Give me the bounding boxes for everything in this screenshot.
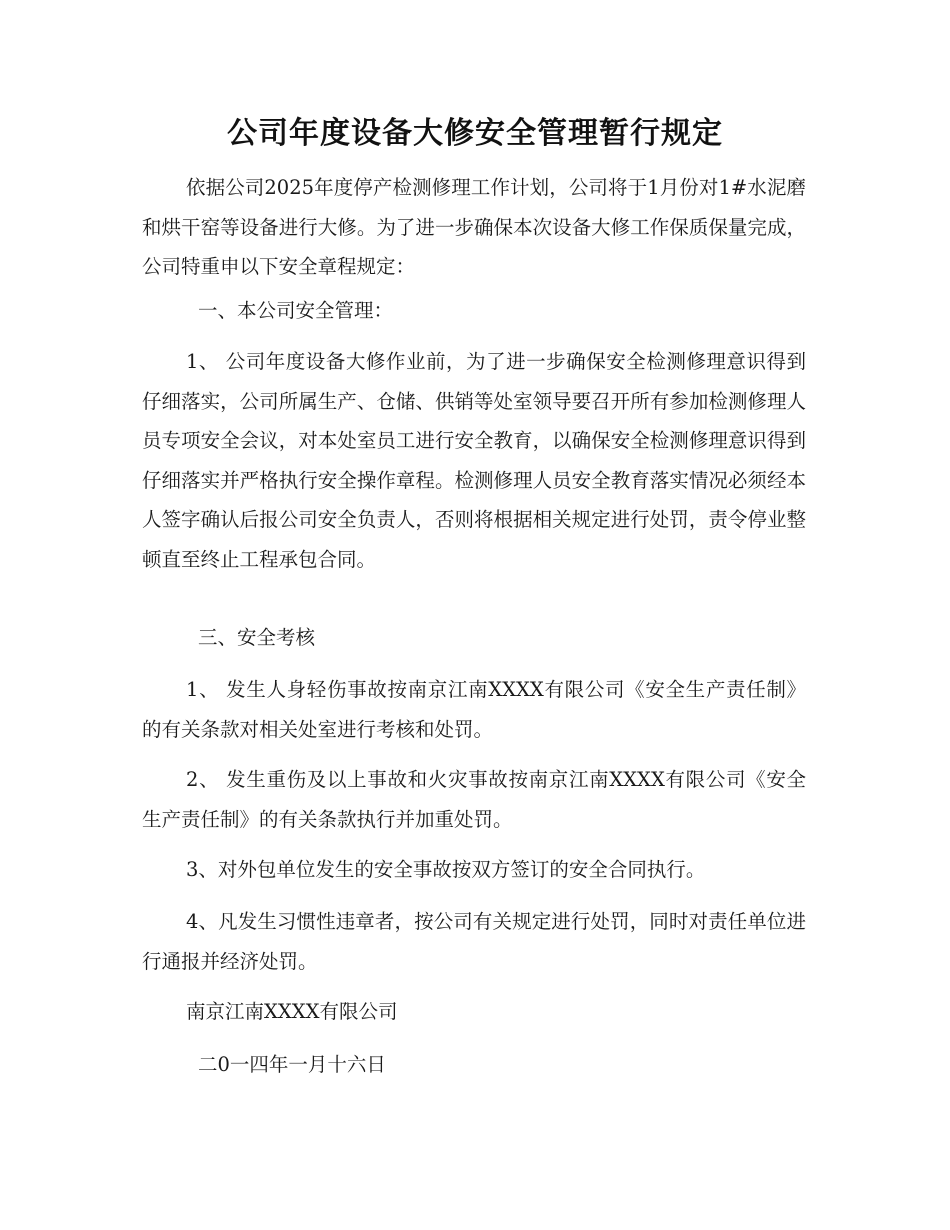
section-1-heading: 一、本公司安全管理： xyxy=(198,299,394,322)
section-3-item-4: 4、凡发生习惯性违章者，按公司有关规定进行处罚，同时对责任单位进行通报并经济处罚。 xyxy=(142,910,806,973)
section-3-item-2: 2、 发生重伤及以上事故和火灾事故按南京江南XXXX有限公司《安全生产责任制》的有关条款执行并加重处罚。 xyxy=(142,768,806,831)
section-3-item-3: 3、对外包单位发生的安全事故按双方签订的安全合同执行。 xyxy=(186,858,706,881)
intro-paragraph: 依据公司2025年度停产检测修理工作计划，公司将于1月份对1#水泥磨和烘干窑等设备进行大修。为了进一步确保本次设备大修工作保质保量完成，公司特重申以下安全章程规定： xyxy=(142,176,806,278)
document-title: 公司年度设备大修安全管理暂行规定 xyxy=(227,116,723,151)
section-1-item-1: 1、 公司年度设备大修作业前，为了进一步确保安全检测修理意识得到仔细落实，公司所属生产、仓储、供销等处室领导要召开所有参加检测修理人员专项安全会议，对本处室员工进行安全教育，以确保安全检测修理意识得到仔细落实并严格执行安全操作章程。检测修理人员安全教育落实情况必须经本人签字确认后报公司安全负责人，否则将根据相关规定进行处罚，责令停业整顿直至终止工程承包合同。 xyxy=(142,350,806,571)
section-3-heading: 三、安全考核 xyxy=(198,626,316,649)
section-3-item-1: 1、 发生人身轻伤事故按南京江南XXXX有限公司《安全生产责任制》的有关条款对相关处室进行考核和处罚。 xyxy=(142,678,806,741)
signature-company: 南京江南XXXX有限公司 xyxy=(186,1000,398,1023)
signature-date: 二0一四年一月十六日 xyxy=(198,1053,386,1076)
